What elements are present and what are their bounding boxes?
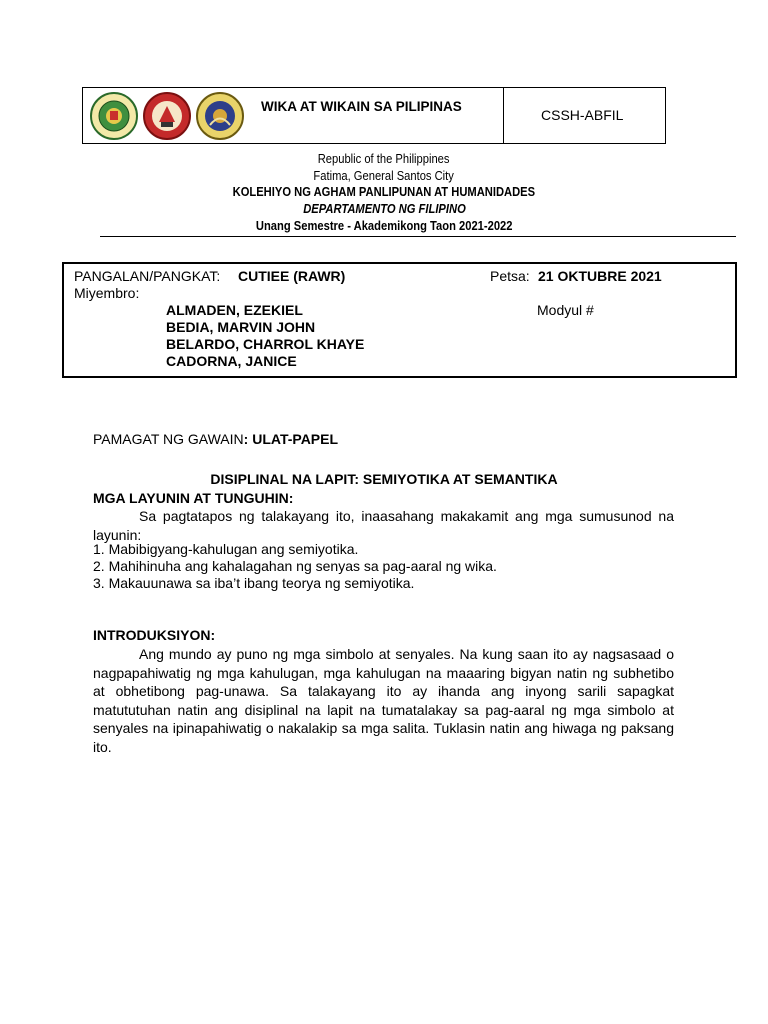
university-seal-icon	[91, 93, 137, 139]
objective-2: 2. Mahihinuha ang kahalagahan ng senyas sa pag-aaral ng wika.	[93, 558, 497, 574]
date-label: Petsa:	[490, 268, 530, 284]
seal-icons	[89, 92, 249, 140]
location-line: Fatima, General Santos City	[313, 168, 455, 183]
header-table	[82, 87, 666, 144]
module-label: Modyul #	[537, 302, 594, 318]
activity-title	[93, 431, 338, 447]
group-label: PANGALAN/PANGKAT:	[74, 268, 221, 284]
activity-value: ULAT-PAPEL	[252, 431, 339, 447]
introduction-body: Ang mundo ay puno ng mga simbolo at senyales. Na kung saan ito ay nagsasaad o nagpapahiwatig ng mga kahulugan, mga kahulugan na maaaring bigyan natin ng subhetibo at obhetibong pag-unawa. Sa talakayang ito ay ihanda ang inyong sarili sapagkat matututuhan natin ang disiplinal na lapit na tumatalakay sa pag-aaral ng mga simbolo at senyales na ipinapahiwatig o nakalakip sa mga salita. Tuklasin natin ang hiwaga ng paksang ito.	[93, 646, 674, 755]
members-label: Miyembro:	[74, 285, 140, 301]
objectives-heading: MGA LAYUNIN AT TUNGUHIN:	[93, 490, 294, 506]
objectives-intro: Sa pagtatapos ng talakayang ito, inaasahang makakamit ang mga sumusunod na layunin:	[93, 508, 674, 543]
member-4: CADORNA, JANICE	[166, 353, 297, 369]
header-divider	[503, 88, 504, 143]
group-value: CUTIEE (RAWR)	[238, 268, 346, 284]
member-3: BELARDO, CHARROL KHAYE	[166, 336, 365, 352]
college-name: KOLEHIYO NG AGHAM PANLIPUNAN AT HUMANIDADES	[232, 184, 536, 199]
student-info-box	[62, 262, 737, 378]
header-rule	[100, 236, 736, 237]
topic-title: DISIPLINAL NA LAPIT: SEMIYOTIKA AT SEMANTIKA	[210, 471, 558, 487]
course-title: WIKA AT WIKAIN SA PILIPINAS	[261, 99, 462, 114]
introduction-heading: INTRODUKSIYON:	[93, 627, 216, 643]
course-code: CSSH-ABFIL	[541, 107, 624, 123]
department-seal-icon	[197, 93, 243, 139]
activity-label: PAMAGAT NG GAWAIN	[93, 431, 244, 447]
objective-3: 3. Makauunawa sa iba’t ibang teorya ng semiyotika.	[93, 575, 415, 591]
department-name: DEPARTAMENTO NG FILIPINO	[302, 201, 466, 216]
semester-line: Unang Semestre - Akademikong Taon 2021-2022	[255, 218, 513, 233]
date-value: 21 OKTUBRE 2021	[538, 268, 662, 284]
college-seal-icon	[144, 93, 190, 139]
objective-1: 1. Mabibigyang-kahulugan ang semiyotika.	[93, 541, 359, 557]
activity-colon: :	[243, 431, 249, 447]
republic-line: Republic of the Philippines	[318, 151, 450, 166]
member-2: BEDIA, MARVIN JOHN	[166, 319, 316, 335]
member-1: ALMADEN, EZEKIEL	[166, 302, 303, 318]
